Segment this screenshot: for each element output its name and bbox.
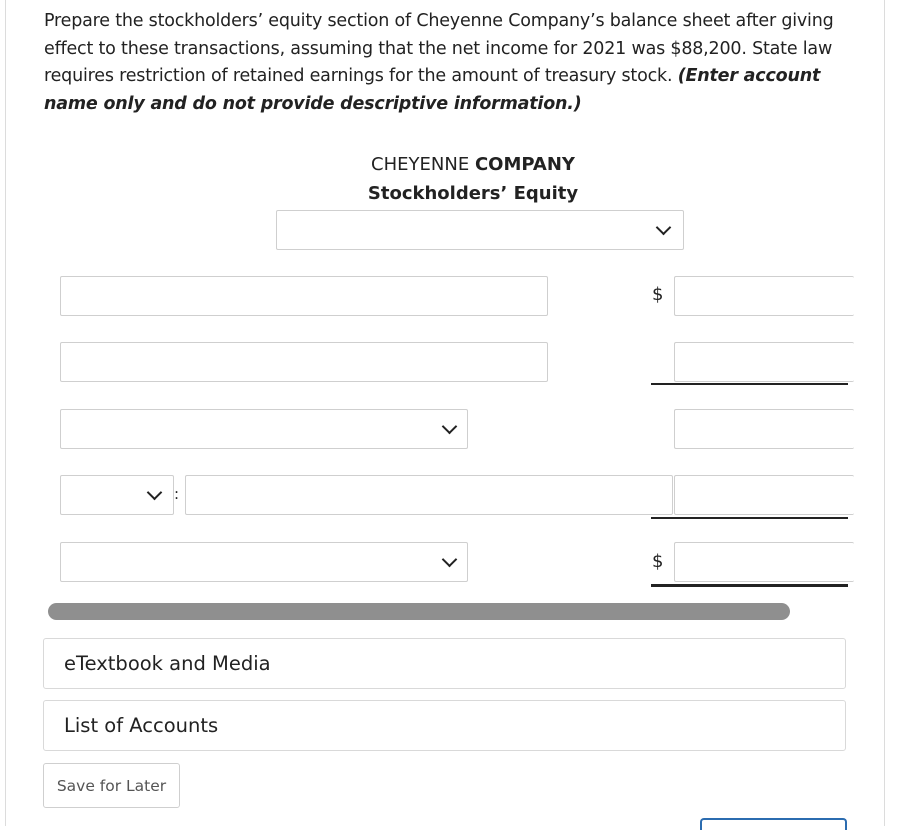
account-input-4[interactable] <box>185 475 673 515</box>
frame-left-border <box>5 0 6 826</box>
account-input-2[interactable] <box>60 342 548 382</box>
question-body: Prepare the stockholders’ equity section of Cheyenne Company’s balance sheet after giving effect to these transactions, assuming that the net income for 2021 was $88,200. State law requires restriction of retained earnings for the amount of treasury stock. <box>44 11 834 86</box>
statement-title: Stockholders’ Equity <box>367 183 579 204</box>
total-underline <box>651 517 848 519</box>
chevron-down-icon <box>147 485 163 501</box>
modifier-select[interactable] <box>60 475 174 515</box>
list-of-accounts-panel[interactable]: List of Accounts <box>43 700 846 751</box>
etextbook-media-panel[interactable]: eTextbook and Media <box>43 638 846 689</box>
account-select-5[interactable] <box>60 542 468 582</box>
colon-separator: : <box>174 485 180 503</box>
currency-sign: $ <box>652 284 664 305</box>
submit-button-edge[interactable] <box>700 818 847 830</box>
question-text <box>44 8 864 118</box>
horizontal-scrollbar[interactable] <box>48 603 790 620</box>
save-for-later-button[interactable]: Save for Later <box>43 763 180 808</box>
amount-input-1[interactable] <box>674 276 854 316</box>
currency-sign: $ <box>652 551 664 572</box>
date-select[interactable] <box>276 210 684 250</box>
amount-input-5[interactable] <box>674 542 854 582</box>
company-name <box>300 154 646 175</box>
company-name-bold: COMPANY <box>474 154 575 175</box>
account-input-1[interactable] <box>60 276 548 316</box>
company-name-plain: CHEYENNE <box>371 154 470 175</box>
amount-input-4[interactable] <box>674 475 854 515</box>
grand-total-double-underline <box>651 584 848 587</box>
chevron-down-icon <box>442 552 458 568</box>
chevron-down-icon <box>656 220 672 236</box>
subtotal-underline <box>651 383 848 385</box>
account-select-3[interactable] <box>60 409 468 449</box>
amount-input-3[interactable] <box>674 409 854 449</box>
frame-right-border <box>884 0 885 826</box>
chevron-down-icon <box>442 419 458 435</box>
question-instruction: (Enter account name only and do not provide descriptive information.) <box>44 66 821 114</box>
amount-input-2[interactable] <box>674 342 854 382</box>
